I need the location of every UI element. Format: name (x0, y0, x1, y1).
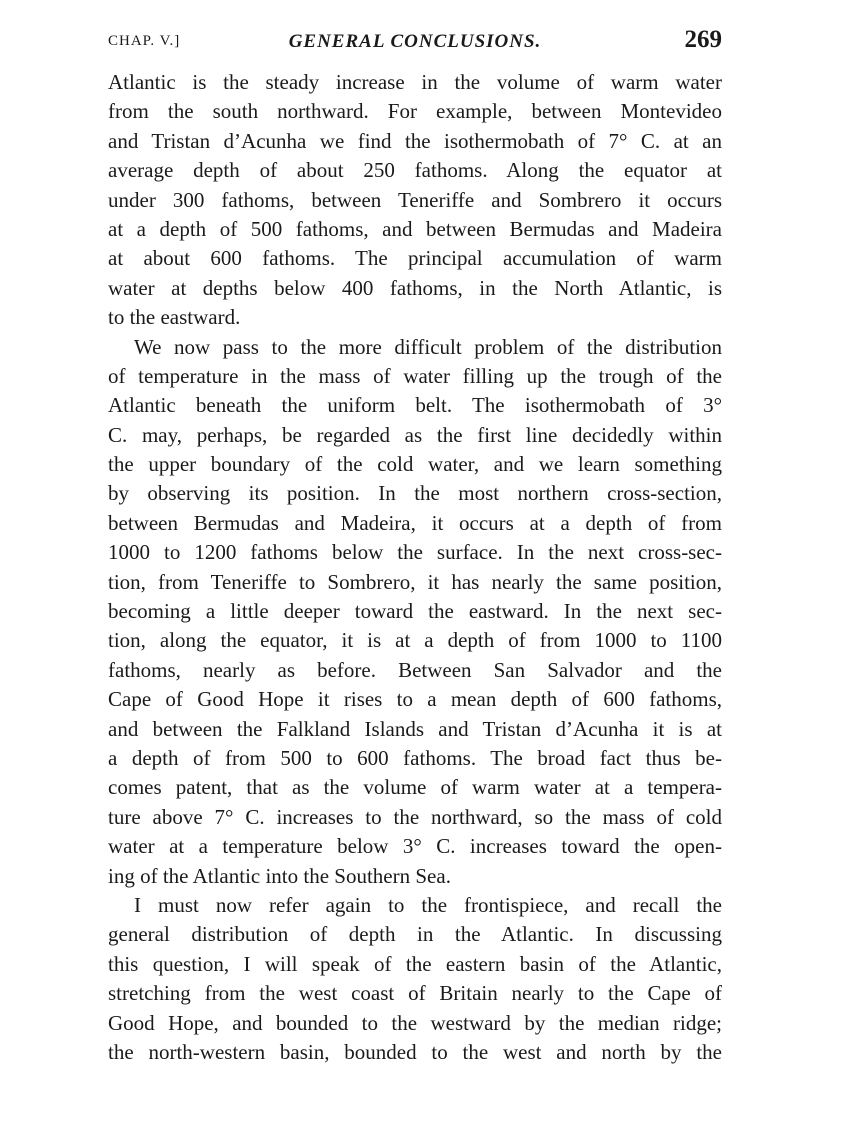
text-line: of temperature in the mass of water filling up the trough of the (108, 363, 722, 388)
text-line: the upper boundary of the cold water, and we learn something (108, 452, 722, 477)
text-line: and between the Falkland Islands and Tristan d’Acunha it is at (108, 716, 722, 741)
text-line: Cape of Good Hope it rises to a mean depth of 600 fathoms, (108, 687, 722, 712)
text-line: at about 600 fathoms. The principal accumulation of warm (108, 246, 722, 271)
text-line: C. may, perhaps, be regarded as the first line decidedly within (108, 422, 722, 447)
paragraph-end-line: ing of the Atlantic into the Southern Sea. (108, 863, 451, 888)
text-line: fathoms, nearly as before. Between San Salvador and the (108, 657, 722, 682)
text-line: this question, I will speak of the eastern basin of the Atlantic, (108, 951, 722, 976)
text-line: a depth of from 500 to 600 fathoms. The broad fact thus be- (108, 745, 722, 770)
text-line: Atlantic beneath the uniform belt. The isothermobath of 3° (108, 393, 722, 418)
text-line: ture above 7° C. increases to the northward, so the mass of cold (108, 804, 722, 829)
text-line: from the south northward. For example, between Montevideo (108, 99, 722, 124)
text-line: at a depth of 500 fathoms, and between Bermudas and Madeira (108, 216, 722, 241)
text-line: between Bermudas and Madeira, it occurs at a depth of from (108, 510, 722, 535)
running-title: GENERAL CONCLUSIONS. (288, 31, 542, 52)
body-text (108, 68, 722, 1067)
text-line: tion, along the equator, it is at a depth of from 1000 to 1100 (108, 628, 722, 653)
text-line: Good Hope, and bounded to the westward by the median ridge; (108, 1010, 722, 1035)
text-line: under 300 fathoms, between Teneriffe and Sombrero it occurs (108, 187, 722, 212)
text-line: the north-western basin, bounded to the west and north by the (108, 1039, 722, 1064)
text-line: water at depths below 400 fathoms, in the North Atlantic, is (108, 275, 722, 300)
paragraph-start-line: I must now refer again to the frontispiece, and recall the (134, 892, 722, 917)
text-line: and Tristan d’Acunha we find the isothermobath of 7° C. at an (108, 128, 722, 153)
text-line: Atlantic is the steady increase in the volume of warm water (108, 70, 722, 94)
text-line: stretching from the west coast of Britain nearly to the Cape of (108, 981, 722, 1006)
text-line: 1000 to 1200 fathoms below the surface. In the next cross-sec- (108, 540, 722, 565)
paragraph-start-line: We now pass to the more difficult problem of the distribution (134, 334, 722, 359)
paragraph-end-line: to the eastward. (108, 305, 241, 330)
text-line: by observing its position. In the most northern cross-section, (108, 481, 722, 506)
text-line: becoming a little deeper toward the eastward. In the next sec- (108, 599, 722, 624)
text-line: water at a temperature below 3° C. increases toward the open- (108, 834, 722, 859)
running-head (108, 26, 722, 58)
text-line: general distribution of depth in the Atlantic. In discussing (108, 922, 722, 947)
text-line: comes patent, that as the volume of warm water at a tempera- (108, 775, 722, 800)
page-number: 269 (684, 26, 722, 53)
text-line: average depth of about 250 fathoms. Along the equator at (108, 158, 722, 183)
chapter-label: CHAP. V.] (108, 33, 181, 49)
text-line: tion, from Teneriffe to Sombrero, it has nearly the same position, (108, 569, 722, 594)
